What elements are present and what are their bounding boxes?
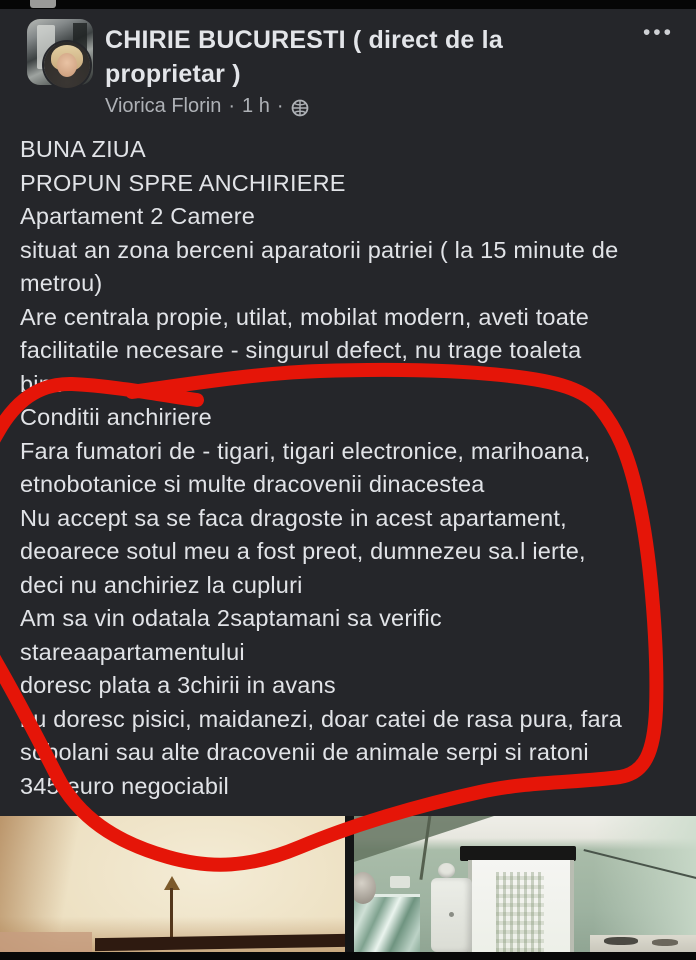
author-name-link[interactable]: Viorica Florin	[105, 95, 222, 117]
status-bar	[0, 0, 696, 9]
photo-divider	[345, 816, 354, 952]
post-timestamp[interactable]: 1 h	[242, 95, 270, 117]
post-text-line: bine	[20, 370, 66, 397]
post-text-line: Am sa vin odatala 2saptamani sa verific	[20, 605, 442, 631]
post-menu-button[interactable]: •••	[642, 21, 674, 44]
post-text-line: stareaapartamentului	[20, 638, 245, 665]
post-text-line: nu doresc pisici, maidanezi, doar catei de rasa pura, fara	[20, 705, 623, 732]
author-avatar[interactable]	[44, 42, 90, 88]
post-text-line: Are centrala propie, utilat, mobilat modern, aveti toate	[20, 303, 589, 330]
post-header	[0, 9, 696, 129]
group-name-line: proprietar )	[105, 60, 241, 88]
post-text-line: Fara fumatori de - tigari, tigari electronice, marihoana,	[20, 437, 591, 464]
photo-room-ceiling[interactable]	[0, 816, 345, 952]
separator-dot: ·	[276, 95, 284, 117]
post-text-line: BUNA ZIUA	[20, 136, 146, 162]
dark-furniture-top	[95, 934, 345, 951]
post-text-line: deoarece sotul meu a fost preot, dumnezeu sa.l ierte,	[20, 538, 586, 564]
post-text-line: sobolani sau alte dracovenii de animale serpi si ratoni	[20, 739, 589, 765]
post-text-line: metrou)	[20, 270, 103, 296]
post-text	[20, 133, 688, 803]
status-bar-fragment	[30, 0, 56, 8]
separator-dot: ·	[228, 95, 236, 117]
bottom-black-bar	[0, 952, 696, 960]
post-text-line: deci nu anchiriez la cupluri	[20, 571, 303, 598]
kitchen-window	[468, 860, 574, 952]
post-text-line: situat an zona berceni aparatorii patriei ( la 15 minute de	[20, 236, 619, 263]
photo-kitchen[interactable]	[354, 816, 696, 952]
post-text-line: PROPUN SPRE ANCHIRIERE	[20, 169, 346, 196]
globe-icon	[291, 99, 309, 117]
post-text-line: facilitatile necesare - singurul defect, nu trage toaleta	[20, 337, 582, 363]
post-byline	[105, 95, 309, 118]
post-text-line: 345 euro negociabil	[20, 772, 229, 799]
post-text-line: doresc plata a 3chirii in avans	[20, 672, 336, 698]
water-heater	[431, 878, 472, 952]
post-text-line: Apartament 2 Camere	[20, 203, 255, 229]
post-text-line: etnobotanice si multe dracovenii dinacestea	[20, 471, 485, 497]
window-valance	[460, 846, 576, 861]
post-text-line: Conditii anchiriere	[20, 404, 212, 430]
group-name-link[interactable]	[105, 23, 625, 91]
group-name-line: CHIRIE BUCURESTI ( direct de la	[105, 26, 503, 54]
post-text-line: Nu accept sa se faca dragoste in acest apartament,	[20, 504, 567, 531]
post-photos	[0, 816, 696, 952]
